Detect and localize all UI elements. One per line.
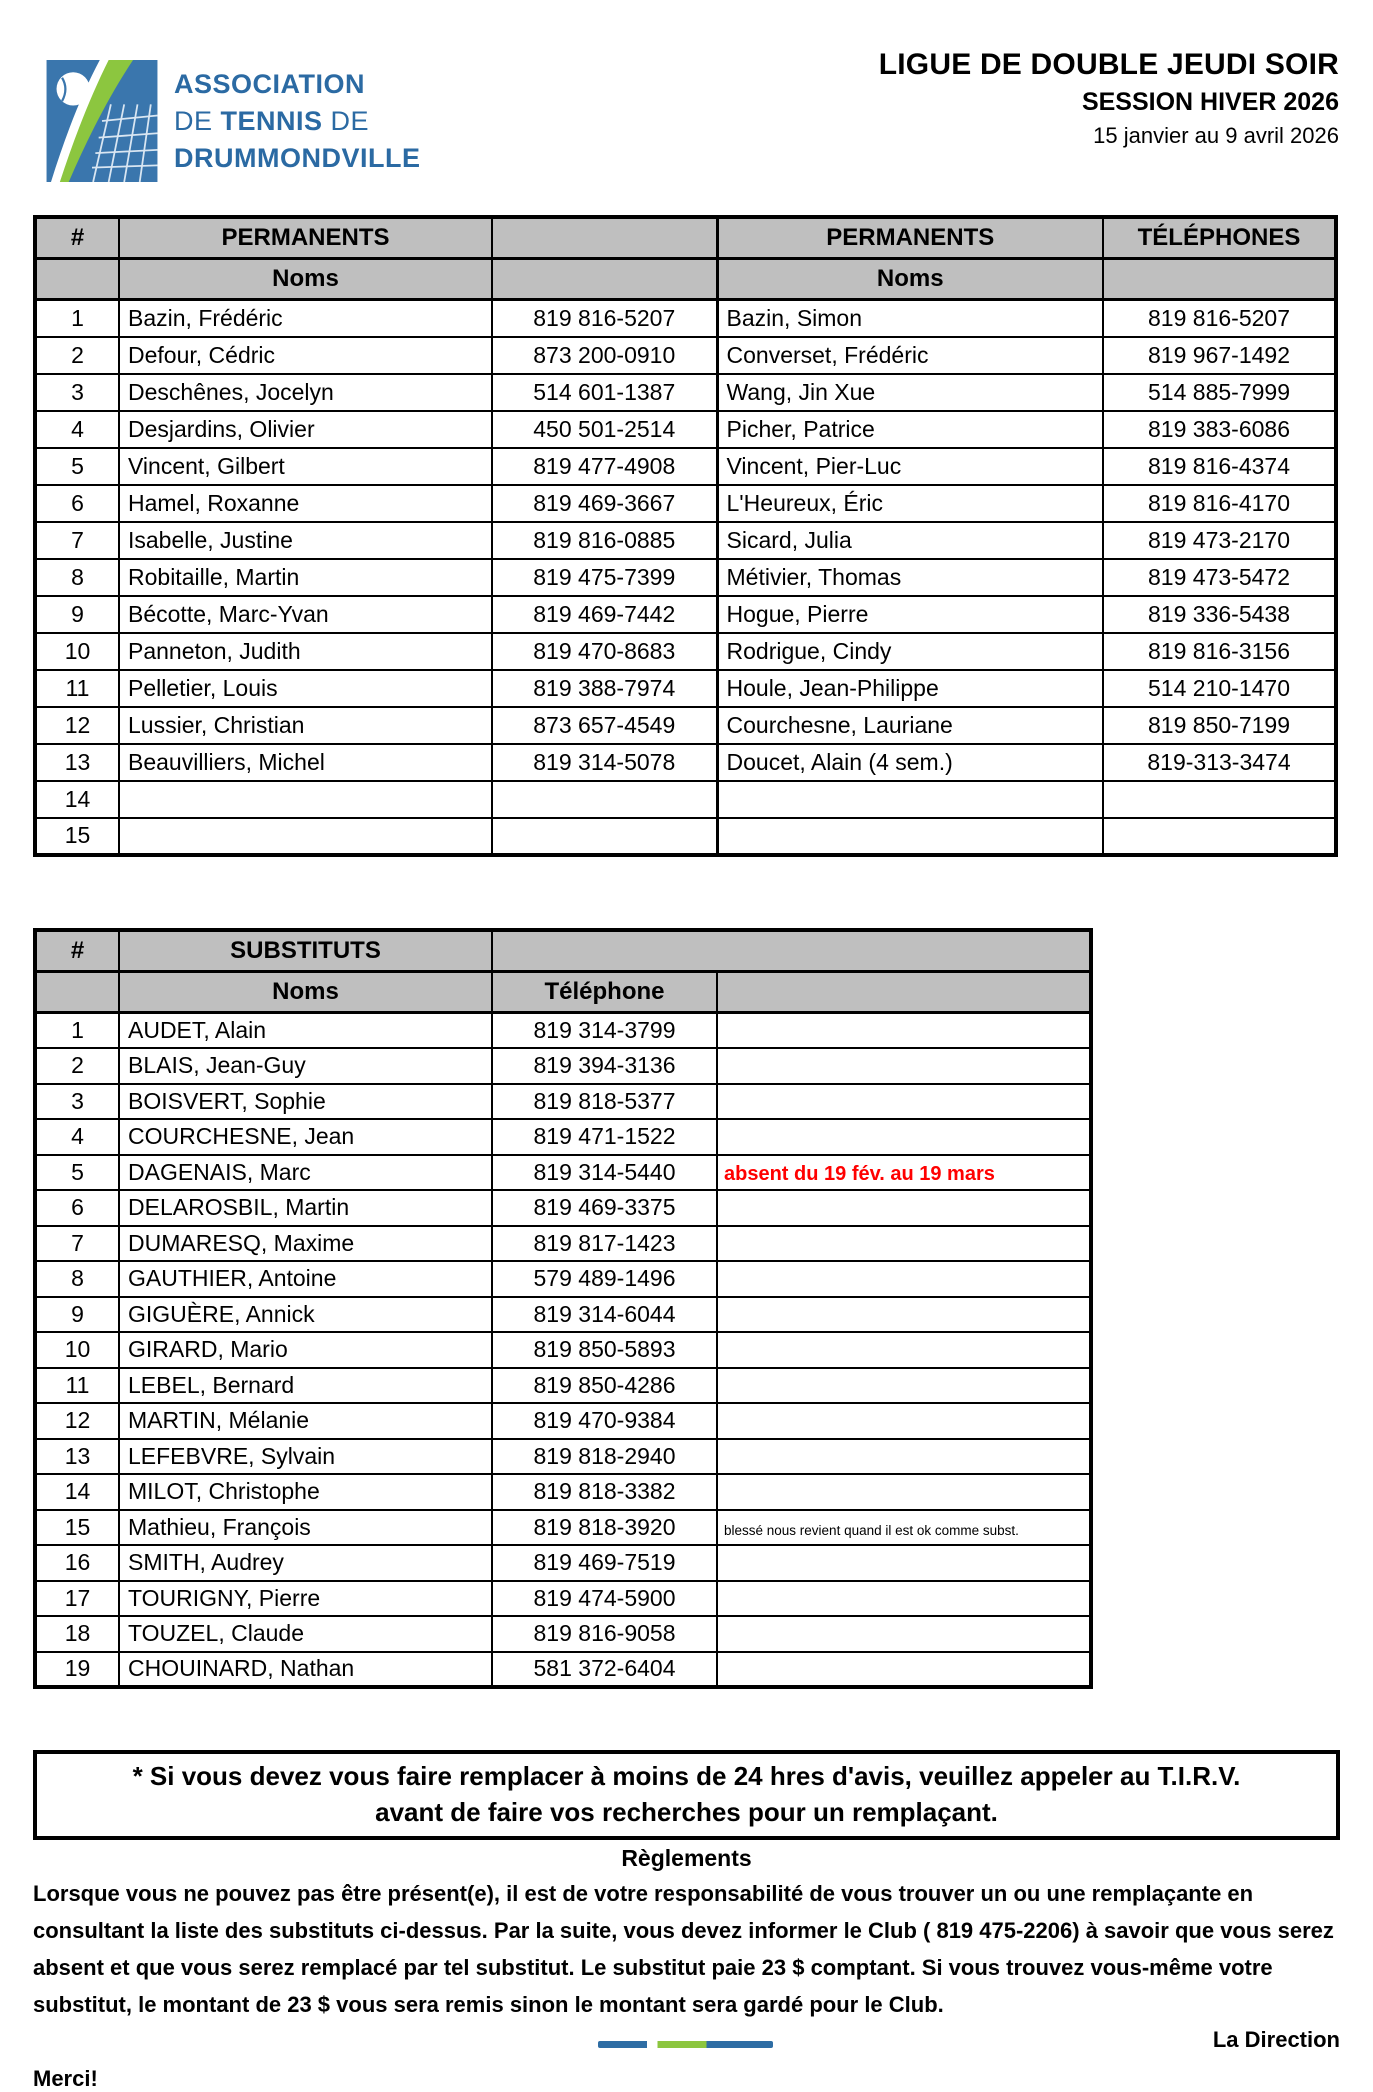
substitute-note-cell bbox=[717, 1226, 1091, 1262]
row-number: 7 bbox=[35, 1226, 119, 1262]
warning-line1: * Si vous devez vous faire remplacer à moins de 24 hres d'avis, veuillez appeler au T.I.R.V. bbox=[132, 1761, 1241, 1791]
permanent-phone-left: 819 388-7974 bbox=[492, 670, 717, 707]
row-number: 4 bbox=[35, 411, 119, 448]
permanent-phone-right: 819 850-7199 bbox=[1103, 707, 1336, 744]
permanents-row bbox=[35, 707, 1336, 744]
substitute-phone: 819 471-1522 bbox=[492, 1119, 717, 1155]
substitute-phone: 579 489-1496 bbox=[492, 1261, 717, 1297]
substituts-row bbox=[35, 1616, 1091, 1652]
substitute-phone: 819 850-4286 bbox=[492, 1368, 717, 1404]
permanents-row bbox=[35, 411, 1336, 448]
permanent-phone-right: 819 816-5207 bbox=[1103, 300, 1336, 337]
permanent-phone-left: 819 816-5207 bbox=[492, 300, 717, 337]
substitute-note-cell bbox=[717, 1439, 1091, 1475]
permanent-name-left: Panneton, Judith bbox=[119, 633, 492, 670]
logo-line2: DE TENNIS DE bbox=[174, 105, 370, 136]
permanents-col-number-header: # bbox=[35, 217, 119, 259]
substitute-phone: 819 314-3799 bbox=[492, 1013, 717, 1049]
row-number: 17 bbox=[35, 1581, 119, 1617]
substitute-name: CHOUINARD, Nathan bbox=[119, 1652, 492, 1688]
permanents-left-noms-subheader: Noms bbox=[119, 259, 492, 300]
substitute-phone: 819 314-5440 bbox=[492, 1155, 717, 1191]
substitute-note-cell bbox=[717, 1084, 1091, 1120]
permanent-name-left: Robitaille, Martin bbox=[119, 559, 492, 596]
substitute-name: DELAROSBIL, Martin bbox=[119, 1190, 492, 1226]
substituts-table bbox=[33, 928, 1093, 1689]
row-number: 9 bbox=[35, 1297, 119, 1333]
substitute-phone: 819 816-9058 bbox=[492, 1616, 717, 1652]
substitute-name: TOURIGNY, Pierre bbox=[119, 1581, 492, 1617]
substitute-phone: 819 470-9384 bbox=[492, 1403, 717, 1439]
permanent-name-right bbox=[717, 781, 1103, 818]
substituts-row bbox=[35, 1403, 1091, 1439]
row-number: 15 bbox=[35, 1510, 119, 1546]
club-logo bbox=[46, 60, 420, 182]
substitute-name: TOUZEL, Claude bbox=[119, 1616, 492, 1652]
permanent-name-left: Desjardins, Olivier bbox=[119, 411, 492, 448]
substitute-name: LEBEL, Bernard bbox=[119, 1368, 492, 1404]
row-number: 4 bbox=[35, 1119, 119, 1155]
row-number: 6 bbox=[35, 485, 119, 522]
permanent-name-right bbox=[717, 818, 1103, 855]
permanents-row bbox=[35, 485, 1336, 522]
permanent-name-right: L'Heureux, Éric bbox=[717, 485, 1103, 522]
session-subtitle: SESSION HIVER 2026 bbox=[1081, 88, 1339, 116]
thanks-note: Merci! bbox=[33, 2066, 98, 2091]
row-number: 12 bbox=[35, 1403, 119, 1439]
row-number: 11 bbox=[35, 670, 119, 707]
signature: La Direction bbox=[1212, 2027, 1340, 2052]
substitute-name: AUDET, Alain bbox=[119, 1013, 492, 1049]
row-number: 1 bbox=[35, 300, 119, 337]
permanent-phone-right: 819 383-6086 bbox=[1103, 411, 1336, 448]
permanents-table bbox=[33, 215, 1338, 857]
permanents-subheader-blank bbox=[35, 259, 119, 300]
permanent-phone-right: 514 885-7999 bbox=[1103, 374, 1336, 411]
row-number: 19 bbox=[35, 1652, 119, 1688]
row-number: 14 bbox=[35, 1474, 119, 1510]
row-number: 14 bbox=[35, 781, 119, 818]
substitute-name: BOISVERT, Sophie bbox=[119, 1084, 492, 1120]
row-number: 2 bbox=[35, 337, 119, 374]
permanent-phone-left: 819 314-5078 bbox=[492, 744, 717, 781]
substituts-row bbox=[35, 1119, 1091, 1155]
permanent-name-left bbox=[119, 781, 492, 818]
permanents-row bbox=[35, 818, 1336, 855]
permanents-row bbox=[35, 596, 1336, 633]
permanents-right-header: PERMANENTS bbox=[717, 217, 1103, 259]
row-number: 16 bbox=[35, 1545, 119, 1581]
substituts-row bbox=[35, 1581, 1091, 1617]
permanent-phone-left: 819 477-4908 bbox=[492, 448, 717, 485]
permanent-phone-right: 819 336-5438 bbox=[1103, 596, 1336, 633]
permanent-phone-left bbox=[492, 818, 717, 855]
row-number: 9 bbox=[35, 596, 119, 633]
substitute-name: COURCHESNE, Jean bbox=[119, 1119, 492, 1155]
permanents-left-header: PERMANENTS bbox=[119, 217, 492, 259]
permanent-phone-right: 819-313-3474 bbox=[1103, 744, 1336, 781]
substituts-subheader-blank2 bbox=[717, 972, 1091, 1013]
permanents-right-noms-subheader: Noms bbox=[717, 259, 1103, 300]
permanent-name-right: Vincent, Pier-Luc bbox=[717, 448, 1103, 485]
substitute-phone: 819 469-7519 bbox=[492, 1545, 717, 1581]
permanent-name-right: Picher, Patrice bbox=[717, 411, 1103, 448]
permanent-name-left: Vincent, Gilbert bbox=[119, 448, 492, 485]
permanent-name-left bbox=[119, 818, 492, 855]
permanent-phone-right: 819 473-2170 bbox=[1103, 522, 1336, 559]
club-logo-text bbox=[174, 66, 420, 177]
substitute-note-cell bbox=[717, 1510, 1091, 1546]
masthead bbox=[879, 48, 1339, 149]
row-number: 10 bbox=[35, 633, 119, 670]
permanent-name-left: Lussier, Christian bbox=[119, 707, 492, 744]
substituts-header-blank bbox=[492, 930, 1091, 972]
permanents-row bbox=[35, 670, 1336, 707]
permanent-name-right: Courchesne, Lauriane bbox=[717, 707, 1103, 744]
row-number: 6 bbox=[35, 1190, 119, 1226]
permanents-row bbox=[35, 744, 1336, 781]
substituts-row bbox=[35, 1368, 1091, 1404]
substituts-row bbox=[35, 1155, 1091, 1191]
row-number: 18 bbox=[35, 1616, 119, 1652]
row-number: 15 bbox=[35, 818, 119, 855]
substitute-note-cell bbox=[717, 1616, 1091, 1652]
tennis-club-logo-icon bbox=[46, 60, 158, 182]
permanent-name-left: Defour, Cédric bbox=[119, 337, 492, 374]
substitute-name: LEFEBVRE, Sylvain bbox=[119, 1439, 492, 1475]
replacement-warning-box bbox=[33, 1750, 1340, 1840]
substitute-name: GIRARD, Mario bbox=[119, 1332, 492, 1368]
substitute-phone: 819 818-5377 bbox=[492, 1084, 717, 1120]
logo-line3: DRUMMONDVILLE bbox=[174, 142, 421, 173]
substitute-name: SMITH, Audrey bbox=[119, 1545, 492, 1581]
substituts-row bbox=[35, 1474, 1091, 1510]
reglements-title: Règlements bbox=[621, 1845, 752, 1871]
permanent-phone-left: 450 501-2514 bbox=[492, 411, 717, 448]
row-number: 8 bbox=[35, 1261, 119, 1297]
permanents-left-phone-header bbox=[492, 217, 717, 259]
substitute-name: DAGENAIS, Marc bbox=[119, 1155, 492, 1191]
row-number: 10 bbox=[35, 1332, 119, 1368]
substituts-col-number-header: # bbox=[35, 930, 119, 972]
substituts-table-body bbox=[35, 1013, 1091, 1688]
substitute-phone: 819 314-6044 bbox=[492, 1297, 717, 1333]
substitute-note-cell bbox=[717, 1155, 1091, 1191]
permanent-phone-right: 819 967-1492 bbox=[1103, 337, 1336, 374]
substituts-row bbox=[35, 1261, 1091, 1297]
substituts-row bbox=[35, 1297, 1091, 1333]
substitute-note-cell bbox=[717, 1119, 1091, 1155]
row-number: 7 bbox=[35, 522, 119, 559]
substitute-note-cell bbox=[717, 1332, 1091, 1368]
permanents-row bbox=[35, 781, 1336, 818]
permanents-row bbox=[35, 374, 1336, 411]
permanent-phone-left: 873 200-0910 bbox=[492, 337, 717, 374]
permanent-name-left: Hamel, Roxanne bbox=[119, 485, 492, 522]
substitute-note-cell bbox=[717, 1545, 1091, 1581]
permanent-phone-left: 819 469-7442 bbox=[492, 596, 717, 633]
permanent-phone-left: 819 475-7399 bbox=[492, 559, 717, 596]
permanents-table-body bbox=[35, 300, 1336, 855]
permanent-name-left: Pelletier, Louis bbox=[119, 670, 492, 707]
row-number: 1 bbox=[35, 1013, 119, 1049]
permanent-name-left: Bécotte, Marc-Yvan bbox=[119, 596, 492, 633]
substitute-phone: 581 372-6404 bbox=[492, 1652, 717, 1688]
permanent-name-left: Beauvilliers, Michel bbox=[119, 744, 492, 781]
row-number: 8 bbox=[35, 559, 119, 596]
permanent-phone-left bbox=[492, 781, 717, 818]
substitute-note-cell bbox=[717, 1652, 1091, 1688]
permanents-row bbox=[35, 448, 1336, 485]
substitute-phone: 819 818-3920 bbox=[492, 1510, 717, 1546]
substitute-note-cell bbox=[717, 1190, 1091, 1226]
substitute-name: MILOT, Christophe bbox=[119, 1474, 492, 1510]
substitute-name: MARTIN, Mélanie bbox=[119, 1403, 492, 1439]
permanent-phone-right: 819 816-4374 bbox=[1103, 448, 1336, 485]
permanent-name-right: Métivier, Thomas bbox=[717, 559, 1103, 596]
permanents-row bbox=[35, 559, 1336, 596]
permanent-phone-right bbox=[1103, 781, 1336, 818]
permanents-row bbox=[35, 337, 1336, 374]
permanent-phone-right: 819 816-3156 bbox=[1103, 633, 1336, 670]
substituts-row bbox=[35, 1439, 1091, 1475]
row-number: 13 bbox=[35, 1439, 119, 1475]
substitute-name: Mathieu, François bbox=[119, 1510, 492, 1546]
substituts-row bbox=[35, 1226, 1091, 1262]
substitute-phone: 819 817-1423 bbox=[492, 1226, 717, 1262]
substituts-subheader-blank bbox=[35, 972, 119, 1013]
warning-line2: avant de faire vos recherches pour un remplaçant. bbox=[375, 1797, 998, 1827]
substitute-note-cell bbox=[717, 1261, 1091, 1297]
permanents-phones-header: TÉLÉPHONES bbox=[1103, 217, 1336, 259]
permanent-name-right: Converset, Frédéric bbox=[717, 337, 1103, 374]
substitute-note-cell bbox=[717, 1403, 1091, 1439]
substitute-note-cell bbox=[717, 1581, 1091, 1617]
permanent-name-right: Rodrigue, Cindy bbox=[717, 633, 1103, 670]
substituts-row bbox=[35, 1332, 1091, 1368]
substituts-row bbox=[35, 1545, 1091, 1581]
permanent-name-right: Houle, Jean-Philippe bbox=[717, 670, 1103, 707]
row-number: 13 bbox=[35, 744, 119, 781]
permanent-phone-left: 873 657-4549 bbox=[492, 707, 717, 744]
substituts-phone-subheader: Téléphone bbox=[492, 972, 717, 1013]
substituts-row bbox=[35, 1084, 1091, 1120]
permanents-row bbox=[35, 300, 1336, 337]
permanent-phone-left: 514 601-1387 bbox=[492, 374, 717, 411]
substitute-name: GAUTHIER, Antoine bbox=[119, 1261, 492, 1297]
permanent-phone-left: 819 469-3667 bbox=[492, 485, 717, 522]
substitute-phone: 819 469-3375 bbox=[492, 1190, 717, 1226]
permanent-phone-left: 819 816-0885 bbox=[492, 522, 717, 559]
substitute-note-cell bbox=[717, 1048, 1091, 1084]
substitute-note-cell bbox=[717, 1013, 1091, 1049]
permanent-name-left: Isabelle, Justine bbox=[119, 522, 492, 559]
permanent-name-right: Hogue, Pierre bbox=[717, 596, 1103, 633]
page-bottom-graphic bbox=[598, 2041, 773, 2048]
substitute-note-cell bbox=[717, 1297, 1091, 1333]
permanent-name-right: Doucet, Alain (4 sem.) bbox=[717, 744, 1103, 781]
substitute-name: DUMARESQ, Maxime bbox=[119, 1226, 492, 1262]
permanent-name-left: Deschênes, Jocelyn bbox=[119, 374, 492, 411]
logo-line1: ASSOCIATION bbox=[174, 68, 366, 99]
permanent-phone-left: 819 470-8683 bbox=[492, 633, 717, 670]
permanent-name-right: Sicard, Julia bbox=[717, 522, 1103, 559]
permanents-row bbox=[35, 633, 1336, 670]
substitute-name: GIGUÈRE, Annick bbox=[119, 1297, 492, 1333]
permanent-name-right: Bazin, Simon bbox=[717, 300, 1103, 337]
row-number: 2 bbox=[35, 1048, 119, 1084]
permanents-row bbox=[35, 522, 1336, 559]
permanent-name-left: Bazin, Frédéric bbox=[119, 300, 492, 337]
substitute-note: blessé nous revient quand il est ok comme subst. bbox=[724, 1522, 1019, 1538]
substitute-phone: 819 818-3382 bbox=[492, 1474, 717, 1510]
page-title: LIGUE DE DOUBLE JEUDI SOIR bbox=[878, 48, 1339, 81]
substituts-row bbox=[35, 1048, 1091, 1084]
row-number: 5 bbox=[35, 448, 119, 485]
substituts-row bbox=[35, 1190, 1091, 1226]
substitute-phone: 819 818-2940 bbox=[492, 1439, 717, 1475]
substituts-row bbox=[35, 1652, 1091, 1688]
row-number: 3 bbox=[35, 374, 119, 411]
substitute-note-cell bbox=[717, 1474, 1091, 1510]
substituts-row bbox=[35, 1510, 1091, 1546]
substituts-row bbox=[35, 1013, 1091, 1049]
permanents-subheader-blank3 bbox=[1103, 259, 1336, 300]
substitute-name: BLAIS, Jean-Guy bbox=[119, 1048, 492, 1084]
permanent-phone-right: 819 816-4170 bbox=[1103, 485, 1336, 522]
reglements-text: Lorsque vous ne pouvez pas être présent(e), il est de votre responsabilité de vous trouver un ou une remplaçante en consultant la liste des substituts ci-dessus. Par la suite, vous devez informer le Club ( 819 475-2206) à savoir que vous serez absent et que vous serez remplacé par tel substitut. Le substitut paie 23 $ comptant. Si vous trouvez vous-même votre substitut, le montant de 23 $ vous sera remis sinon le montant sera gardé pour le Club. bbox=[33, 1881, 1334, 2017]
session-dates: 15 janvier au 9 avril 2026 bbox=[1093, 123, 1339, 148]
row-number: 3 bbox=[35, 1084, 119, 1120]
row-number: 11 bbox=[35, 1368, 119, 1404]
substituts-title-header: SUBSTITUTS bbox=[119, 930, 492, 972]
substituts-noms-subheader: Noms bbox=[119, 972, 492, 1013]
permanent-phone-right: 819 473-5472 bbox=[1103, 559, 1336, 596]
substitute-phone: 819 850-5893 bbox=[492, 1332, 717, 1368]
substitute-note-cell bbox=[717, 1368, 1091, 1404]
permanent-phone-right: 514 210-1470 bbox=[1103, 670, 1336, 707]
permanent-phone-right bbox=[1103, 818, 1336, 855]
substitute-note: absent du 19 fév. au 19 mars bbox=[724, 1162, 995, 1185]
permanents-subheader-blank2 bbox=[492, 259, 717, 300]
row-number: 5 bbox=[35, 1155, 119, 1191]
permanent-name-right: Wang, Jin Xue bbox=[717, 374, 1103, 411]
row-number: 12 bbox=[35, 707, 119, 744]
substitute-phone: 819 394-3136 bbox=[492, 1048, 717, 1084]
substitute-phone: 819 474-5900 bbox=[492, 1581, 717, 1617]
